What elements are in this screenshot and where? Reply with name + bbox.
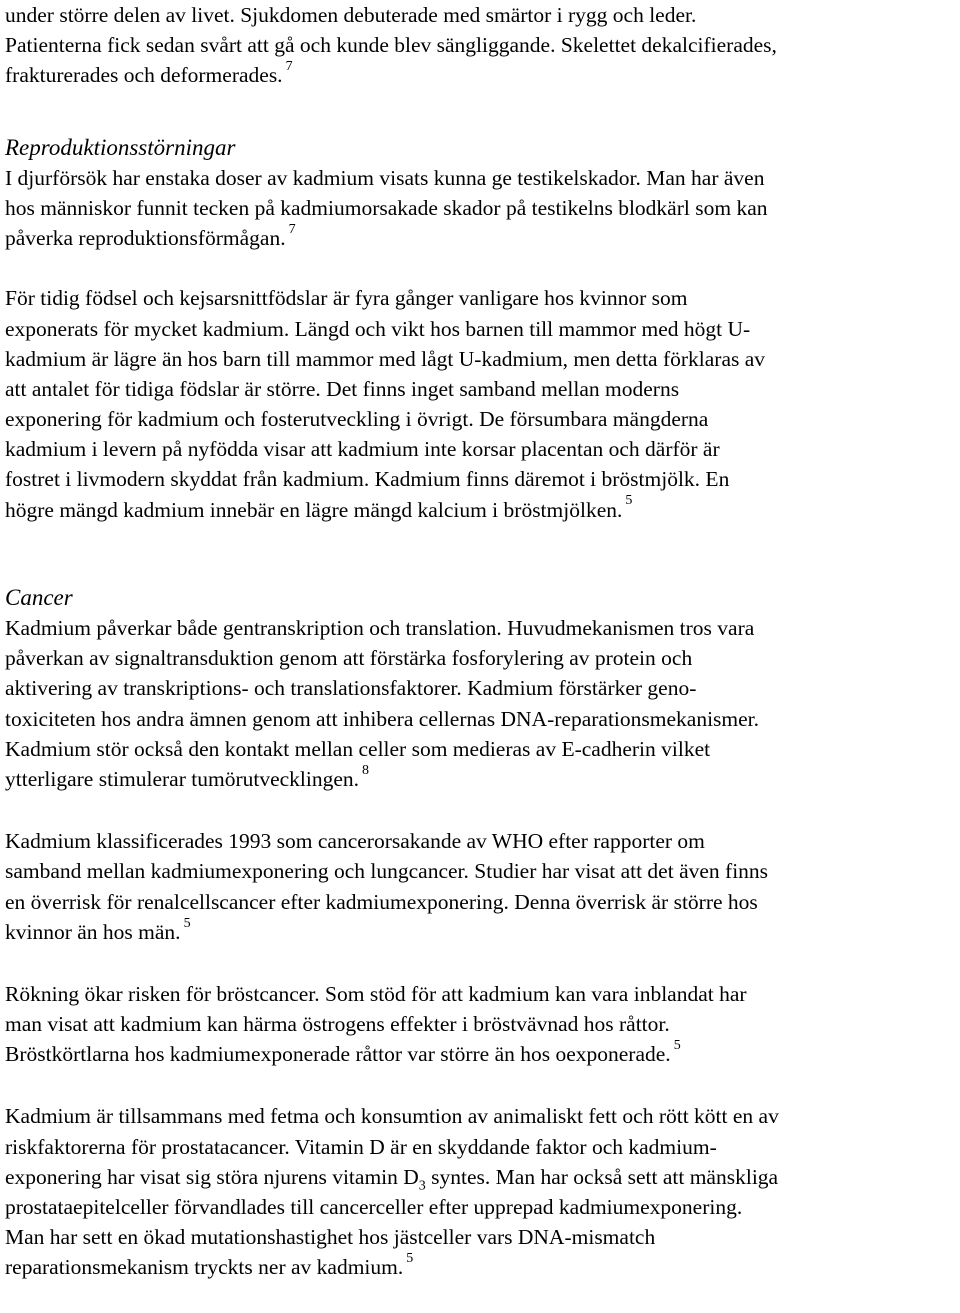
text-line: För tidig födsel och kejsarsnittfödslar är fyra gånger vanligare hos kvinnor som bbox=[5, 286, 688, 311]
document-page bbox=[5, 0, 957, 1283]
reference-number: 5 bbox=[625, 493, 633, 509]
text-line: kvinnor än hos män. bbox=[5, 919, 181, 944]
section-heading: Cancer bbox=[5, 584, 73, 610]
text-line-with-ref bbox=[5, 917, 957, 947]
text-line: Kadmium klassificerades 1993 som cancerorsakande av WHO efter rapporter om bbox=[5, 829, 705, 854]
text-line: man visat att kadmium kan härma östrogens effekter i bröstvävnad hos råttor. bbox=[5, 1012, 670, 1037]
paragraph-gap bbox=[5, 947, 957, 979]
text-line-with-ref bbox=[5, 1252, 957, 1282]
text-line: ytterligare stimulerar tumörutvecklingen. bbox=[5, 766, 360, 791]
paragraph-gap bbox=[5, 794, 957, 826]
text-segment: exponering har visat sig störa njurens vitamin D bbox=[5, 1164, 419, 1189]
text-line: hos människor funnit tecken på kadmiumorsakade skador på testikelns blodkärl som kan bbox=[5, 195, 768, 220]
section-reproduction bbox=[5, 133, 957, 525]
text-line: Patienterna fick sedan svårt att gå och kunde blev sängliggande. Skelettet dekalcifierades, bbox=[5, 33, 777, 58]
text-line: påverkan av signaltransduktion genom att förstärka fosforylering av protein och bbox=[5, 646, 693, 671]
text-line: fostret i livmodern skyddat från kadmium. Kadmium finns däremot i bröstmjölk. En bbox=[5, 467, 730, 492]
text-line: I djurförsök har enstaka doser av kadmium visats kunna ge testikelskador. Man har även bbox=[5, 165, 765, 190]
text-line: riskfaktorerna för prostatacancer. Vitamin D är en skyddande faktor och kadmium- bbox=[5, 1134, 717, 1159]
reference-number: 5 bbox=[183, 915, 191, 931]
text-line-with-ref bbox=[5, 495, 957, 525]
text-segment: syntes. Man har också sett att mänskliga bbox=[425, 1164, 779, 1189]
paragraph-gap bbox=[5, 1069, 957, 1101]
text-line: en överrisk för renalcellscancer efter kadmiumexponering. Denna överrisk är större hos bbox=[5, 889, 758, 914]
reference-number: 8 bbox=[362, 762, 370, 778]
text-line: Rökning ökar risken för bröstcancer. Som stöd för att kadmium kan vara inblandat har bbox=[5, 981, 747, 1006]
text-line-with-ref bbox=[5, 60, 957, 90]
reference-number: 5 bbox=[406, 1251, 414, 1267]
text-line: Man har sett en ökad mutationshastighet hos jästceller vars DNA-mismatch bbox=[5, 1225, 656, 1250]
text-line: Kadmium är tillsammans med fetma och konsumtion av animaliskt fett och rött kött en av bbox=[5, 1104, 779, 1129]
section-cancer bbox=[5, 583, 957, 1283]
text-line: Bröstkörtlarna hos kadmiumexponerade råttor var större än hos oexponerade. bbox=[5, 1042, 671, 1067]
text-line: att antalet för tidiga födslar är större. Det finns inget samband mellan moderns bbox=[5, 376, 680, 401]
reference-number: 7 bbox=[285, 59, 293, 75]
text-line: kadmium är lägre än hos barn till mammor med lågt U-kadmium, men detta förklaras av bbox=[5, 346, 766, 371]
text-line: samband mellan kadmiumexponering och lungcancer. Studier har visat att det även finns bbox=[5, 859, 769, 884]
text-line: Kadmium stör också den kontakt mellan celler som medieras av E-cadherin vilket bbox=[5, 736, 711, 761]
text-line: aktivering av transkriptions- och translationsfaktorer. Kadmium förstärker geno- bbox=[5, 676, 697, 701]
intro-paragraph bbox=[5, 0, 957, 91]
text-line: exponering för kadmium och fosterutveckling i övrigt. De försumbara mängderna bbox=[5, 407, 709, 432]
reference-number: 7 bbox=[288, 221, 296, 237]
paragraph-gap bbox=[5, 525, 957, 583]
text-line-with-ref bbox=[5, 1039, 957, 1069]
text-line: kadmium i levern på nyfödda visar att kadmium inte korsar placentan och därför är bbox=[5, 437, 720, 462]
section-heading: Reproduktionsstörningar bbox=[5, 134, 236, 160]
paragraph-gap bbox=[5, 253, 957, 283]
text-line-with-subscript bbox=[5, 1162, 957, 1192]
text-line: högre mängd kadmium innebär en lägre mängd kalcium i bröstmjölken. bbox=[5, 497, 623, 522]
text-line: påverka reproduktionsförmågan. bbox=[5, 226, 286, 251]
text-line: reparationsmekanism tryckts ner av kadmium. bbox=[5, 1255, 404, 1280]
text-line: toxiciteten hos andra ämnen genom att inhibera cellernas DNA-reparationsmekanismer. bbox=[5, 706, 760, 731]
text-line: exponerats för mycket kadmium. Längd och vikt hos barnen till mammor med högt U- bbox=[5, 316, 751, 341]
text-line: prostataepitelceller förvandlades till cancerceller efter upprepad kadmiumexponering. bbox=[5, 1195, 743, 1219]
subscript: 3 bbox=[418, 1178, 426, 1194]
text-line-with-ref bbox=[5, 764, 957, 794]
text-line: under större delen av livet. Sjukdomen debuterade med smärtor i rygg och leder. bbox=[5, 3, 697, 27]
reference-number: 5 bbox=[673, 1038, 681, 1054]
paragraph-gap bbox=[5, 91, 957, 133]
text-line: frakturerades och deformerades. bbox=[5, 63, 283, 88]
text-line: Kadmium påverkar både gentranskription och translation. Huvudmekanismen tros vara bbox=[5, 616, 755, 640]
text-line-with-ref bbox=[5, 223, 957, 253]
